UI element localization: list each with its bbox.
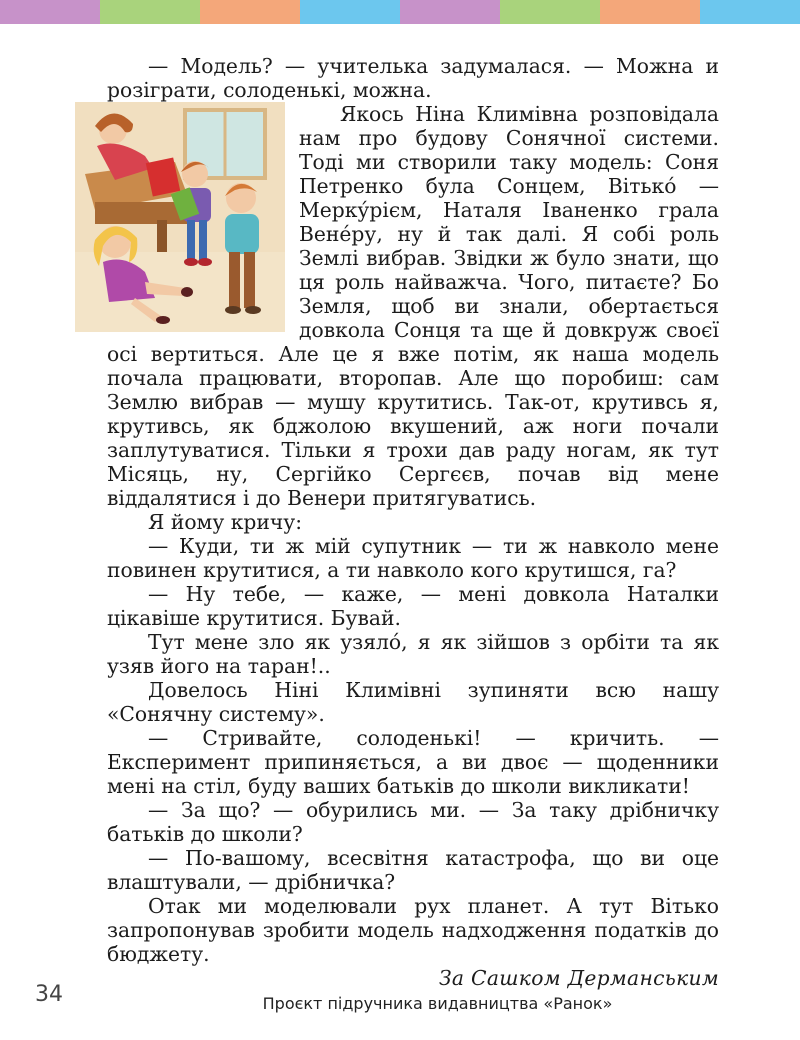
paragraph [107, 102, 719, 510]
footer-note: Проєкт підручника видавництва «Ранок» [262, 994, 613, 1013]
author-attribution: За Сашком Дерманським [438, 966, 719, 990]
color-segment [600, 0, 700, 24]
color-segment [0, 0, 100, 24]
color-segment [300, 0, 400, 24]
paragraph: — По-вашому, всесвітня катастрофа, що ви оце влаштували, — дрібничка? [107, 846, 719, 894]
color-segment [200, 0, 300, 24]
paragraph: — Стривайте, солоденькі! — кричить. — Експеримент припиняється, а ви двоє — щоденники мені на стіл, буду ваших батьків до школи викликати! [107, 726, 719, 798]
color-segment [400, 0, 500, 24]
paragraph: — Куди, ти ж мій супутник — ти ж навколо мене повинен крутитися, а ти навколо кого крутишся, га? [107, 534, 719, 582]
story-text [107, 54, 719, 990]
color-segment [500, 0, 600, 24]
paragraph: Тут мене зло як узяло́, я як зійшов з орбіти та як узяв його на таран!.. [107, 630, 719, 678]
paragraph: — Ну тебе, — каже, — мені довкола Наталки цікавіше крутитися. Бувай. [107, 582, 719, 630]
paragraph-text: Якось Ніна Климівна розповідала нам про будову Сонячної системи. Тоді ми створили таку модель: Соня Петренко була Сонцем, Вітько́ — Мерку́рієм, Наталя Іваненко грала Вене́ру, ну й так далі. Я собі роль Землі вибрав. Звідки ж було знати, що ця роль найважча. Чого, питаєте? Бо Земля, щоб ви знали, обертається довкола Сонця та ще й довкруж своєї осі вертиться. Але це я вже потім, як наша модель почала працювати, второпав. Але що поробиш: сам Землю вибрав — мушу крутитись. Так-от, крутивсь я, крутивсь, як бджолою вкушений, аж ноги почали заплутуватися. Тільки я трохи дав раду ногам, як тут Місяць, ну, Сергійко Сергєєв, почав від мене віддалятися і до Венери притягуватись. [107, 102, 719, 510]
page-number: 34 [35, 982, 63, 1007]
top-color-bar [0, 0, 800, 24]
color-segment [700, 0, 800, 24]
children-and-teacher-scene-image [75, 102, 285, 332]
paragraph: — Модель? — учителька задумалася. — Можна и розіграти, солоденькі, можна. [107, 54, 719, 102]
paragraph: Я йому кричу: [148, 510, 303, 534]
paragraph: Отак ми моделювали рух планет. А тут Вітько запропонував зробити модель надходження податків до бюджету. [107, 894, 719, 966]
paragraph: — За що? — обурились ми. — За таку дрібничку батьків до школи? [107, 798, 719, 846]
color-segment [100, 0, 200, 24]
paragraph: Довелось Ніні Климівні зупиняти всю нашу «Сонячну систему». [107, 678, 719, 726]
